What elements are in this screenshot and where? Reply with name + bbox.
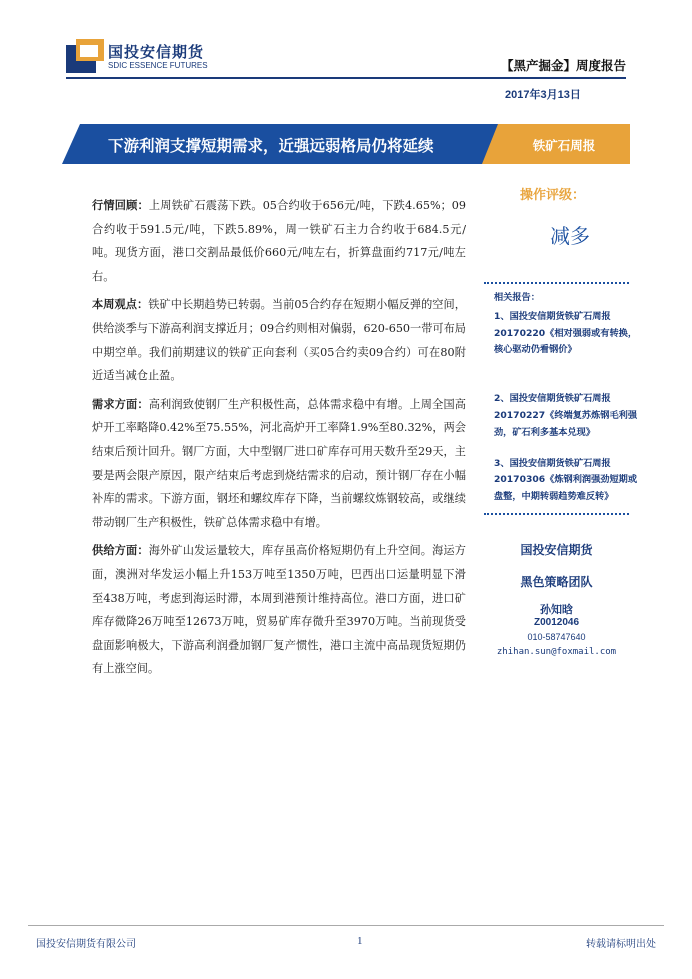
section-weekly-view [92,293,466,387]
related-heading: 相关报告： [494,292,540,303]
section-body: 高利润致使钢厂生产积极性高，总体需求稳中有增。上周全国高炉开工率略降0.42%至75.55%，河北高炉开工率降1.9%至80.32%，两会结束后预计回升。钢厂方面，大中型钢厂进口矿库存可用天数升至29天，主要是两会限产原因，限产结束后考虑到烧结需求的启动，预计钢厂存在小幅补库的需求。下游方面，钢坯和螺纹库存下降，当前螺纹炼钢较高，或继续带动钢厂生产积极性，铁矿总体需求稳中有增。 [92,397,466,529]
report-tag-label: 铁矿石周报 [532,138,596,153]
section-market-review [92,194,466,288]
related-reports [494,290,639,520]
team-name: 黑色策略团队 [520,575,593,589]
page-number: 1 [357,935,363,947]
rating-label: 操作评级： [520,188,586,203]
footer-divider [28,925,664,926]
title-banner [80,124,498,164]
section-supply [92,539,466,681]
related-report-item[interactable] [494,391,639,441]
analyst-email[interactable]: zhihan.sun@foxmail.com [496,647,617,657]
related-report-title: 3、国投安信期货铁矿石周报 [494,457,611,469]
header-divider [66,77,626,79]
sidebar-divider [484,282,629,284]
sidebar-divider [484,513,629,515]
company-logo [66,37,206,77]
related-report-detail: 20170220《相对强弱或有转换，核心驱动仍看钢价》 [494,327,638,356]
section-heading: 本周观点： [92,298,149,312]
related-report-detail: 20170306《炼钢利润强劲短期或盘整，中期转弱趋势难反转》 [494,474,638,503]
report-date: 2017年3月13日 [505,89,581,101]
team-company: 国投安信期货 [520,543,593,557]
related-report-item[interactable] [494,309,639,359]
section-heading: 需求方面： [92,397,149,411]
rating-value: 减多 [550,224,590,248]
section-demand [92,393,466,535]
report-tag [498,124,630,164]
company-name-cn: 国投安信期货 [108,43,205,61]
related-report-item[interactable] [494,456,639,506]
section-body: 上周铁矿石震荡下跌。05合约收于656元/吨，下跌4.65%；09合约收于591.5元/吨，下跌5.89%，周一铁矿石主力合约收于684.5元/吨。现货方面，港口交割品最低价660元/吨左右，折算盘面约717元/吨左右。 [92,199,466,283]
footer-notice: 转载请标明出处 [586,939,656,950]
related-report-title: 2、国投安信期货铁矿石周报 [494,393,611,405]
company-name-en: SDIC ESSENCE FUTURES [108,61,208,70]
section-heading: 行情回顾： [92,199,149,212]
section-body: 海外矿山发运量较大，库存虽高价格短期仍有上升空间。海运方面，澳洲对华发运小幅上升153万吨至1350万吨，巴西出口运量明显下滑至438万吨，考虑到海运时滞，本周到港预计维持高位。港口方面，进口矿库存微降26万吨至12673万吨，贸易矿库存微升至3970万吨。当前现货受盘面影响极大，下游高利润叠加钢厂复产惯性，港口主流中高品现货短期仍有上涨空间。 [92,544,466,676]
analyst-license: Z0012046 [533,617,580,628]
main-content [92,194,466,686]
logo-icon [66,39,104,73]
analyst-phone: 010-58747640 [527,632,586,642]
section-body: 铁矿中长期趋势已转弱。当前05合约存在短期小幅反弹的空间，供给淡季与下游高利润支撑近月；09合约则相对偏弱，620-650一带可布局中期空单。我们前期建议的铁矿正向套利（买05合约卖09合约）可在80附近适当减仓止盈。 [92,298,466,383]
related-report-title: 1、国投安信期货铁矿石周报 [494,310,611,322]
analyst-name: 孙知晗 [540,603,573,616]
footer-company: 国投安信期货有限公司 [36,939,136,950]
section-heading: 供给方面： [92,544,149,558]
report-type: 【黑产掘金】周度报告 [500,58,626,73]
related-report-detail: 20170227《终端复苏炼钢毛利强劲，矿石利多基本兑现》 [494,409,638,438]
report-title: 下游利润支撑短期需求，近强远弱格局仍将延续 [108,137,434,155]
